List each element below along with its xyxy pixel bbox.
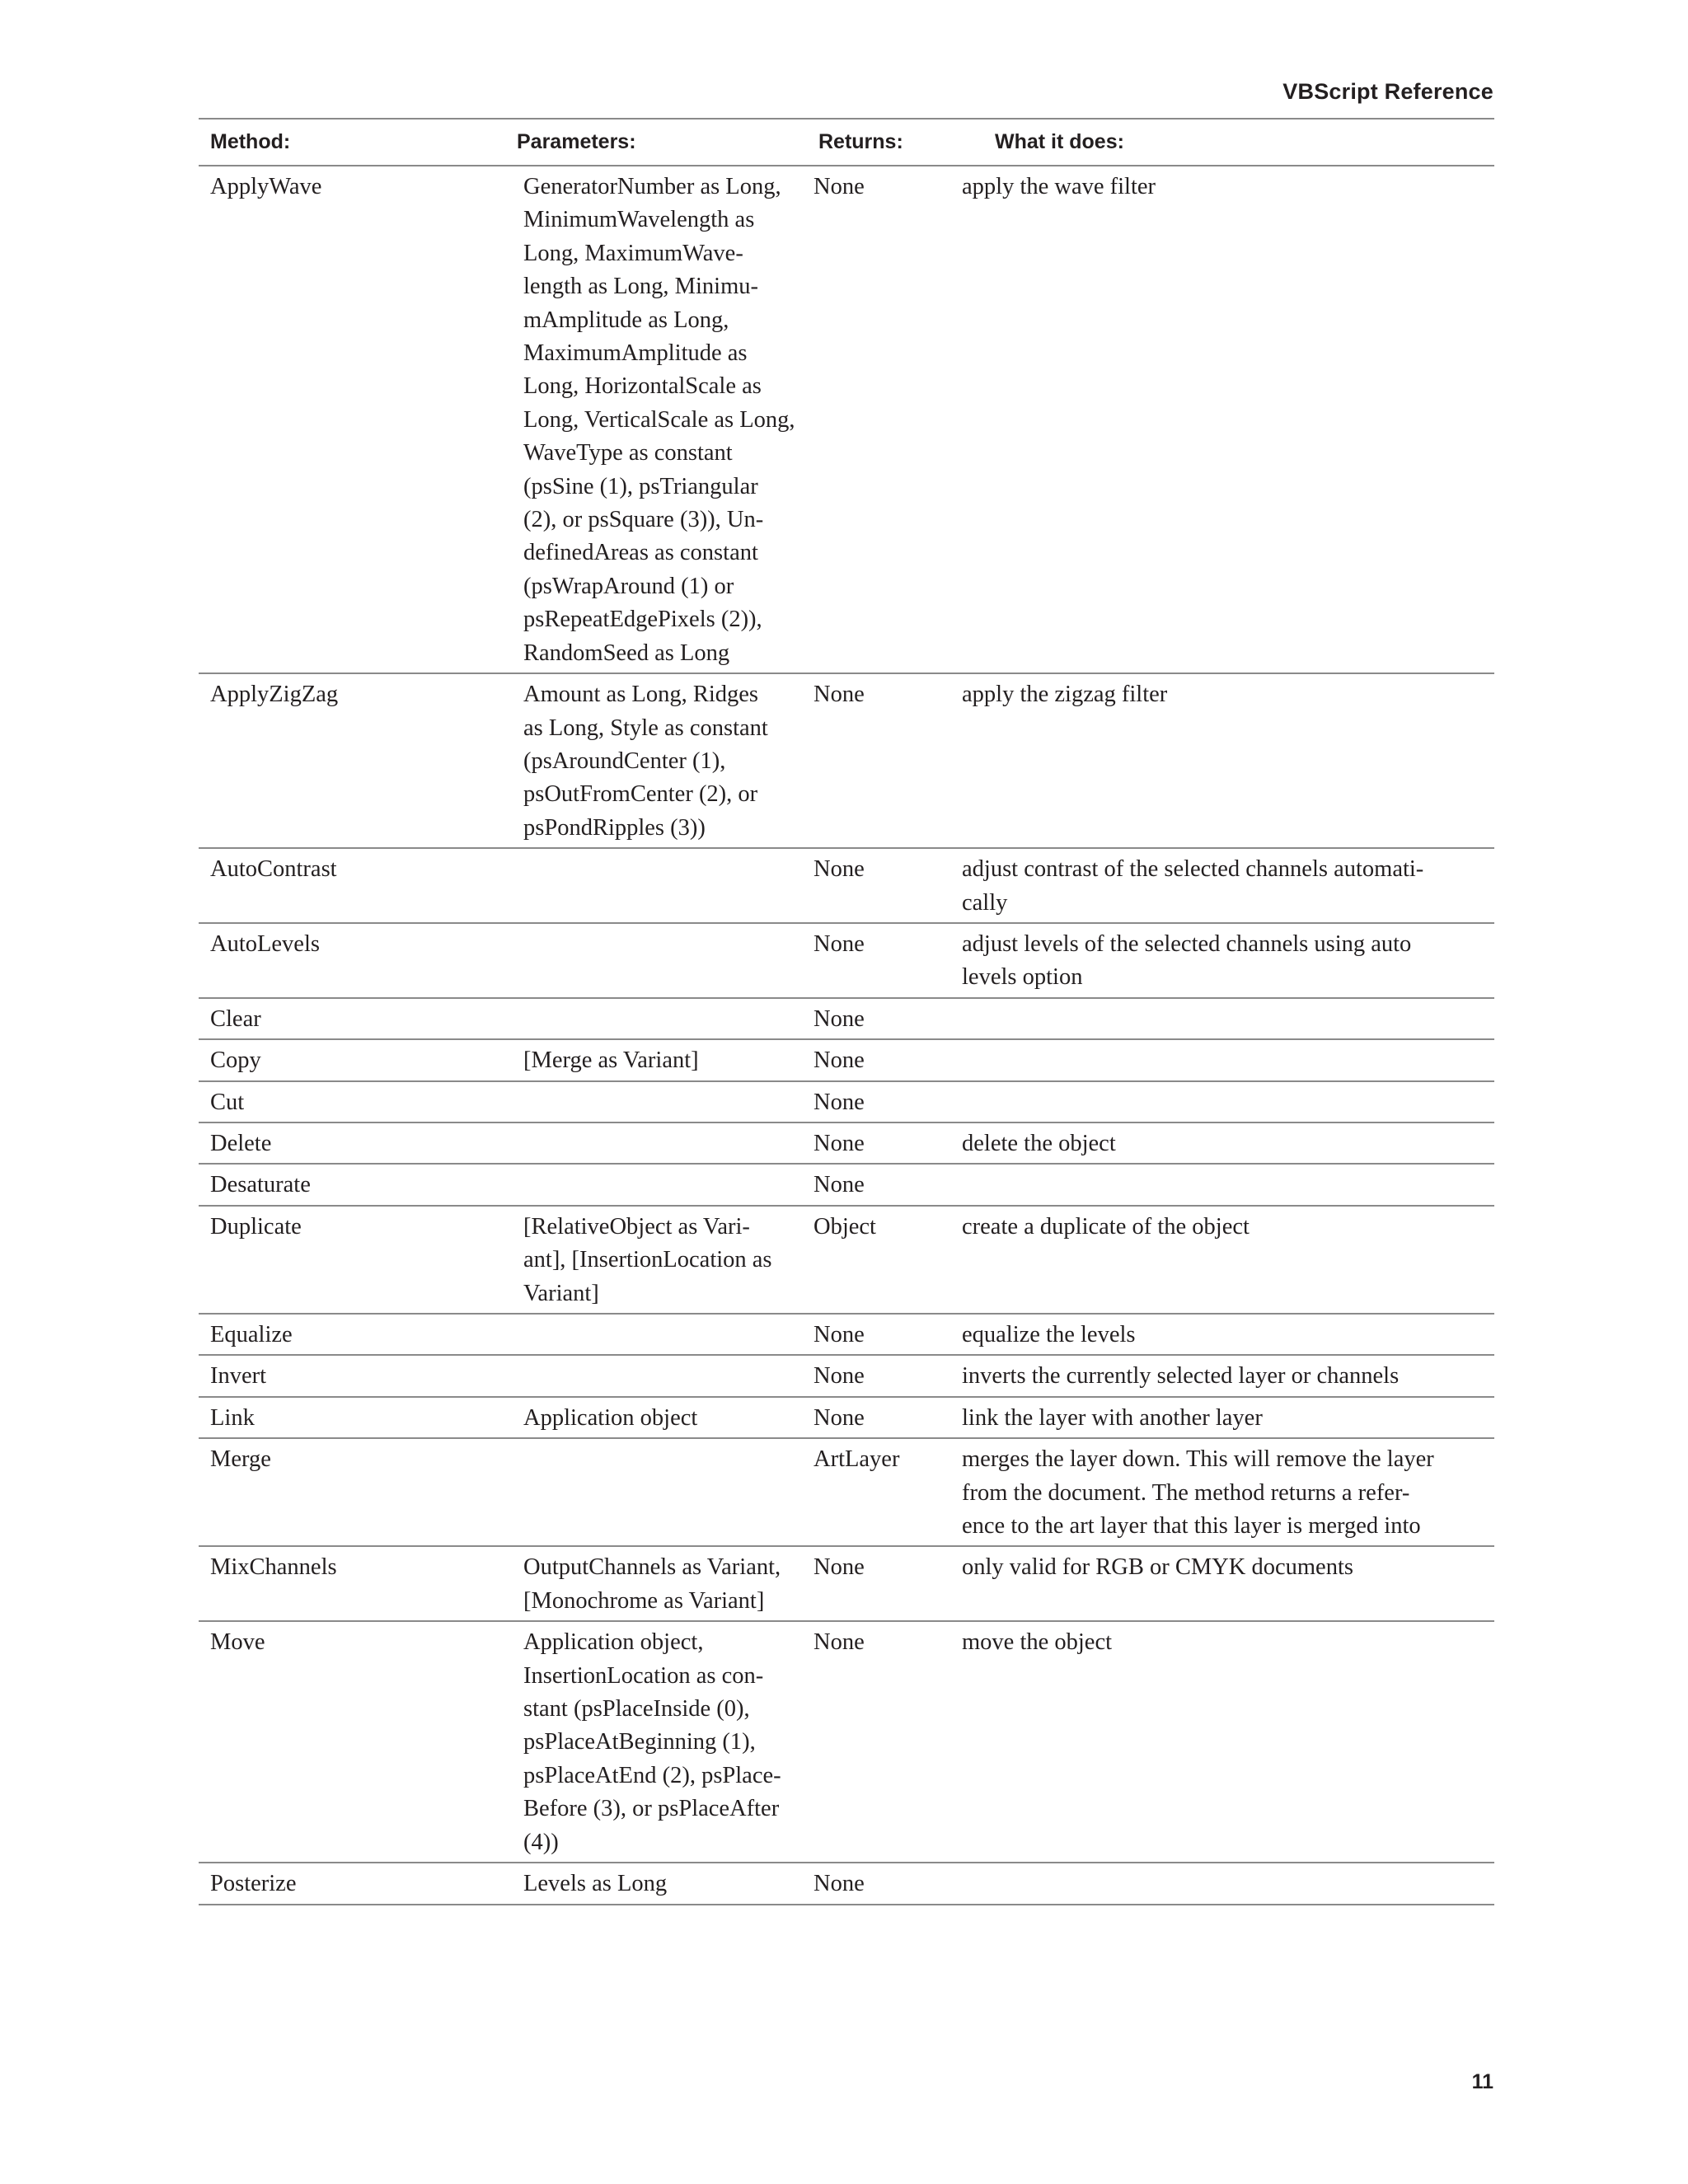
parameters-cell <box>505 1206 807 1314</box>
parameters-cell-line: [RelativeObject as Vari- <box>523 1213 750 1240</box>
returns-cell: None <box>807 1863 962 1904</box>
table-row <box>199 1081 1494 1122</box>
description-cell <box>962 1314 1494 1355</box>
table-row <box>199 1206 1494 1314</box>
parameters-cell <box>505 1039 807 1080</box>
description-cell-line: merges the layer down. This will remove the layer <box>962 1446 1434 1473</box>
returns-cell: None <box>807 1081 962 1122</box>
table-row <box>199 166 1494 673</box>
method-cell: Copy <box>199 1039 505 1080</box>
description-cell <box>962 1355 1494 1396</box>
parameters-cell-line: Before (3), or psPlaceAfter <box>523 1796 780 1822</box>
table-row <box>199 1863 1494 1904</box>
description-cell-line: cally <box>962 889 1008 916</box>
returns-cell: None <box>807 1164 962 1205</box>
description-cell <box>962 1397 1494 1438</box>
description-cell <box>962 673 1494 848</box>
table-header <box>199 119 1494 166</box>
description-cell-line: move the object <box>962 1629 1113 1656</box>
method-cell: Cut <box>199 1081 505 1122</box>
method-cell: Move <box>199 1621 505 1863</box>
parameters-cell <box>505 1397 807 1438</box>
method-cell: Duplicate <box>199 1206 505 1314</box>
description-cell <box>962 1206 1494 1314</box>
parameters-cell-line: psOutFromCenter (2), or <box>523 781 758 808</box>
table-row <box>199 998 1494 1039</box>
description-cell <box>962 1546 1494 1621</box>
parameters-cell-line: Application object <box>523 1404 698 1431</box>
returns-cell: None <box>807 998 962 1039</box>
parameters-cell <box>505 1355 807 1396</box>
parameters-cell-line: mAmplitude as Long, <box>523 307 729 333</box>
parameters-cell-line: Application object, <box>523 1629 704 1656</box>
parameters-cell-line: MinimumWavelength as <box>523 207 755 233</box>
parameters-cell-line: WaveType as constant <box>523 440 733 466</box>
running-header-title: VBScript Reference <box>1282 79 1493 104</box>
parameters-cell-line: OutputChannels as Variant, <box>523 1554 781 1581</box>
column-header-method: Method: <box>199 119 505 166</box>
returns-cell: None <box>807 923 962 998</box>
returns-cell: None <box>807 1039 962 1080</box>
parameters-cell-line: psPondRipples (3)) <box>523 814 706 841</box>
column-header-parameters: Parameters: <box>505 119 807 166</box>
parameters-cell-line: RandomSeed as Long <box>523 640 730 666</box>
table-row <box>199 848 1494 923</box>
description-cell-line: inverts the currently selected layer or channels <box>962 1363 1400 1390</box>
method-reference-table <box>199 118 1494 1905</box>
description-cell <box>962 1039 1494 1080</box>
page-number: 11 <box>1471 2070 1493 2093</box>
parameters-cell-line: (psWrapAround (1) or <box>523 573 734 599</box>
parameters-cell-line: psPlaceAtBeginning (1), <box>523 1729 756 1755</box>
description-cell <box>962 1438 1494 1546</box>
description-cell-line: apply the wave filter <box>962 174 1156 199</box>
returns-cell: Object <box>807 1206 962 1314</box>
parameters-cell-line: (psSine (1), psTriangular <box>523 473 758 499</box>
parameters-cell-line: as Long, Style as constant <box>523 715 768 741</box>
table-row <box>199 1164 1494 1205</box>
parameters-cell <box>505 923 807 998</box>
parameters-cell <box>505 1621 807 1863</box>
parameters-cell-line: GeneratorNumber as Long, <box>523 174 781 199</box>
parameters-cell-line: Levels as Long <box>523 1871 668 1897</box>
method-cell: AutoContrast <box>199 848 505 923</box>
parameters-cell <box>505 1164 807 1205</box>
table-row <box>199 923 1494 998</box>
description-cell-line: create a duplicate of the object <box>962 1213 1250 1240</box>
parameters-cell-line: length as Long, Minimu- <box>523 274 758 300</box>
method-cell: Merge <box>199 1438 505 1546</box>
returns-cell: None <box>807 673 962 848</box>
parameters-cell-line: stant (psPlaceInside (0), <box>523 1696 750 1722</box>
method-cell: ApplyWave <box>199 166 505 673</box>
description-cell-line: ence to the art layer that this layer is merged into <box>962 1513 1421 1540</box>
parameters-cell-line: Long, MaximumWave- <box>523 240 743 266</box>
returns-cell: None <box>807 1621 962 1863</box>
description-cell <box>962 166 1494 673</box>
column-header-what-it-does: What it does: <box>962 119 1494 166</box>
returns-cell: None <box>807 1355 962 1396</box>
table-row <box>199 1039 1494 1080</box>
method-cell: Desaturate <box>199 1164 505 1205</box>
table-row <box>199 673 1494 848</box>
parameters-cell-line: (4)) <box>523 1829 559 1855</box>
table-body <box>199 166 1494 1905</box>
parameters-cell-line: (2), or psSquare (3)), Un- <box>523 507 764 533</box>
method-cell: Equalize <box>199 1314 505 1355</box>
returns-cell: None <box>807 1122 962 1164</box>
table-row <box>199 1314 1494 1355</box>
parameters-cell-line: InsertionLocation as con- <box>523 1662 764 1689</box>
description-cell-line: equalize the levels <box>962 1322 1136 1347</box>
parameters-cell-line: Long, VerticalScale as Long, <box>523 406 795 433</box>
table-row <box>199 1397 1494 1438</box>
parameters-cell-line: psPlaceAtEnd (2), psPlace- <box>523 1762 781 1788</box>
returns-cell: None <box>807 166 962 673</box>
description-cell <box>962 1122 1494 1164</box>
table-row <box>199 1355 1494 1396</box>
parameters-cell-line: psRepeatEdgePixels (2)), <box>523 607 762 633</box>
returns-cell: None <box>807 1397 962 1438</box>
description-cell-line: delete the object <box>962 1130 1116 1156</box>
parameters-cell <box>505 998 807 1039</box>
parameters-cell-line: MaximumAmplitude as <box>523 340 748 367</box>
returns-cell: None <box>807 1546 962 1621</box>
description-cell <box>962 1164 1494 1205</box>
parameters-cell-line: [Merge as Variant] <box>523 1047 699 1074</box>
description-cell-line: levels option <box>962 964 1083 991</box>
description-cell <box>962 1863 1494 1904</box>
description-cell <box>962 1621 1494 1863</box>
parameters-cell-line: Variant] <box>523 1280 599 1306</box>
table-row <box>199 1546 1494 1621</box>
parameters-cell-line: definedAreas as constant <box>523 540 758 566</box>
parameters-cell <box>505 673 807 848</box>
description-cell-line: from the document. The method returns a refer- <box>962 1479 1410 1506</box>
parameters-cell <box>505 1122 807 1164</box>
method-cell: Clear <box>199 998 505 1039</box>
parameters-cell-line: ant], [InsertionLocation as <box>523 1247 772 1273</box>
column-header-returns: Returns: <box>807 119 962 166</box>
description-cell <box>962 998 1494 1039</box>
returns-cell: None <box>807 1314 962 1355</box>
description-cell <box>962 848 1494 923</box>
method-cell: Delete <box>199 1122 505 1164</box>
returns-cell: None <box>807 848 962 923</box>
description-cell-line: only valid for RGB or CMYK documents <box>962 1554 1353 1581</box>
returns-cell: ArtLayer <box>807 1438 962 1546</box>
description-cell <box>962 1081 1494 1122</box>
table-row <box>199 1122 1494 1164</box>
description-cell-line: adjust contrast of the selected channels automati- <box>962 856 1424 883</box>
description-cell-line: link the layer with another layer <box>962 1404 1263 1431</box>
method-cell: Invert <box>199 1355 505 1396</box>
table-row <box>199 1621 1494 1863</box>
method-cell: AutoLevels <box>199 923 505 998</box>
table-header-row <box>199 119 1494 166</box>
parameters-cell <box>505 1081 807 1122</box>
parameters-cell-line: Amount as Long, Ridges <box>523 682 758 708</box>
method-cell: Link <box>199 1397 505 1438</box>
parameters-cell-line: (psAroundCenter (1), <box>523 748 726 774</box>
method-cell: MixChannels <box>199 1546 505 1621</box>
description-cell-line: adjust levels of the selected channels using auto <box>962 930 1412 957</box>
parameters-cell <box>505 1546 807 1621</box>
parameters-cell-line: [Monochrome as Variant] <box>523 1587 765 1614</box>
method-cell: Posterize <box>199 1863 505 1904</box>
parameters-cell-line: Long, HorizontalScale as <box>523 373 762 400</box>
parameters-cell <box>505 1438 807 1546</box>
description-cell <box>962 923 1494 998</box>
parameters-cell <box>505 166 807 673</box>
parameters-cell <box>505 1314 807 1355</box>
table-row <box>199 1438 1494 1546</box>
parameters-cell <box>505 1863 807 1904</box>
parameters-cell <box>505 848 807 923</box>
description-cell-line: apply the zigzag filter <box>962 682 1168 708</box>
method-cell: ApplyZigZag <box>199 673 505 848</box>
